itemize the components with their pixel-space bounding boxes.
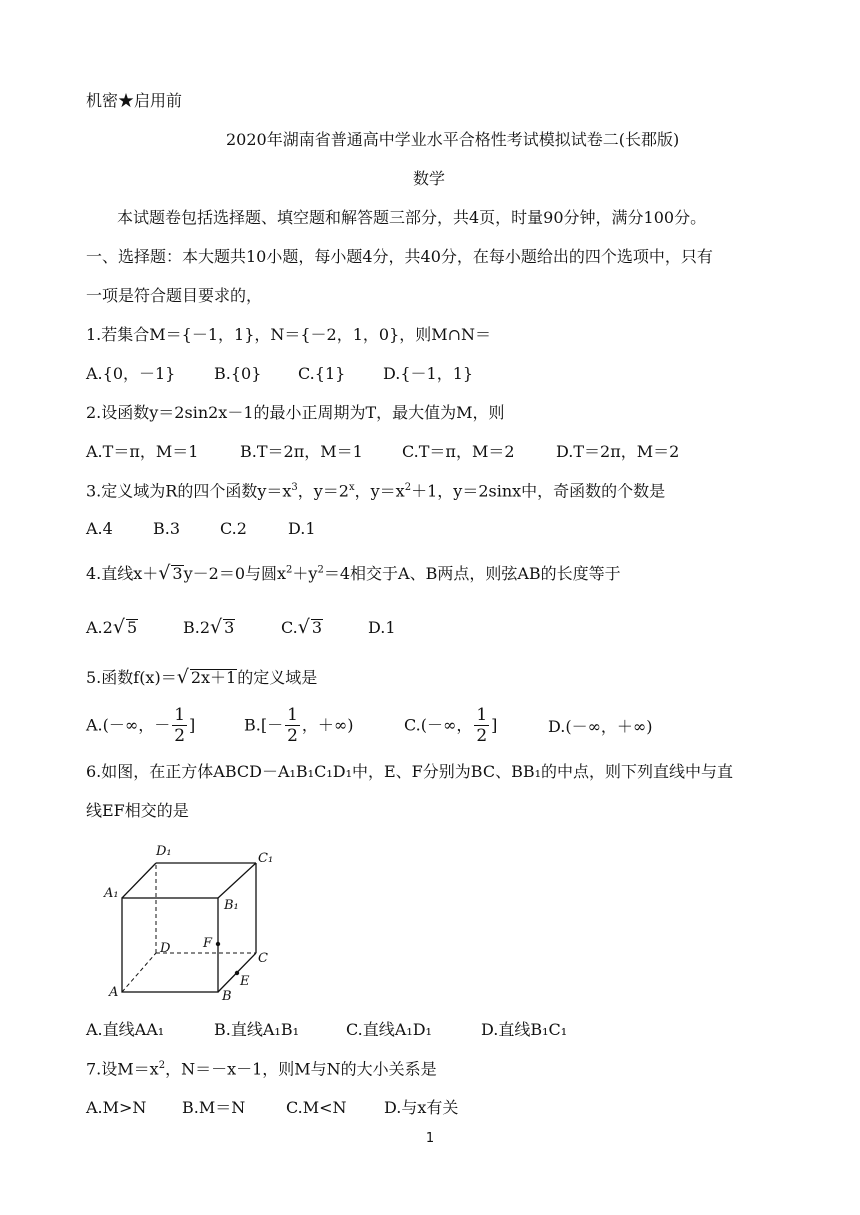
page-number: 1 — [425, 1131, 435, 1146]
q4-stem-part-b: y－2＝0与圆x — [183, 564, 287, 583]
q2-stem: 2.设函数y＝2sin2x－1的最小正周期为T，最大值为M，则 — [86, 403, 505, 422]
point-F — [216, 942, 220, 946]
label-B: B — [222, 989, 232, 1004]
subject-title: 数学 — [413, 169, 446, 188]
q6-option-a: A.直线AA₁ — [86, 1020, 165, 1039]
q3-option-d: D.1 — [288, 519, 316, 538]
q5-option-b-denominator: 2 — [287, 726, 298, 746]
label-D: D — [160, 941, 171, 956]
q7-option-a: A.M>N — [86, 1098, 147, 1117]
q7-stem — [86, 1061, 437, 1077]
q1-stem: 1.若集合M＝{－1，1}，N＝{－2，1，0}，则M∩N＝ — [86, 325, 492, 344]
q6-option-b: B.直线A₁B₁ — [214, 1020, 299, 1039]
q5-option-b-suffix: ，＋∞) — [301, 715, 354, 735]
q4-option-d: D.1 — [368, 618, 396, 637]
q2-option-b: B.T＝2π，M＝1 — [240, 442, 363, 461]
q7-sup-a: 2 — [158, 1060, 166, 1071]
q3-option-c: C.2 — [220, 519, 247, 538]
label-B1: B₁ — [224, 898, 239, 913]
confidential-label: 机密★启用前 — [86, 91, 183, 110]
q4-sup-b: 2 — [286, 564, 293, 576]
q7-option-b: B.M＝N — [182, 1098, 246, 1117]
q5-stem-part-b: 的定义域是 — [237, 668, 318, 687]
q3-option-b: B.3 — [153, 519, 181, 538]
q7-stem-part-a: 7.设M＝x — [86, 1059, 159, 1079]
q5-stem — [86, 668, 317, 687]
edge-A1D1 — [122, 863, 156, 898]
q4-option-c — [281, 618, 323, 637]
q3-stem-part-c: ，y＝x — [354, 481, 405, 501]
q1-option-c: C.{1} — [298, 364, 346, 383]
q5-option-c-fraction — [474, 707, 489, 745]
q7-option-c: C.M<N — [286, 1098, 347, 1117]
q5-option-a — [86, 707, 195, 745]
q4-stem-part-d: ＝4相交于A、B两点，则弦AB的长度等于 — [323, 564, 621, 583]
q3-option-a: A.4 — [86, 519, 113, 538]
q4-radicand: 3 — [172, 564, 183, 583]
q1-option-b: B.{0} — [214, 364, 262, 383]
q4-option-b-radicand: 3 — [224, 618, 235, 637]
label-C: C — [258, 951, 268, 966]
q3-stem-part-b: ，y＝2 — [297, 481, 349, 501]
q6-option-d: D.直线B₁C₁ — [481, 1020, 568, 1039]
q4-option-b — [183, 618, 235, 637]
q3-stem — [86, 483, 665, 499]
q5-option-c-prefix: C.(－∞， — [404, 715, 473, 735]
section-heading-line1: 一、选择题：本大题共10小题，每小题4分，共40分，在每小题给出的四个选项中，只有 — [86, 247, 713, 266]
q3-stem-part-a: 3.定义域为R的四个函数y＝x — [86, 481, 292, 501]
q5-radicand: 2x＋1 — [190, 668, 237, 687]
q4-option-a-prefix: A.2 — [86, 618, 113, 637]
q7-stem-part-b: ，N＝－x－1，则M与N的大小关系是 — [165, 1059, 437, 1079]
q4-sup-c: 2 — [317, 564, 324, 576]
q5-option-a-denominator: 2 — [174, 726, 186, 746]
cube-figure — [100, 836, 290, 1006]
q5-option-c-numerator: 1 — [476, 705, 488, 725]
q5-option-c-suffix: ] — [491, 715, 498, 735]
exam-intro: 本试题卷包括选择题、填空题和解答题三部分，共4页，时量90分钟，满分100分。 — [117, 208, 707, 227]
q1-option-a: A.{0，－1} — [86, 364, 176, 383]
q5-option-c — [404, 707, 497, 745]
q5-option-b-fraction — [285, 707, 300, 745]
q4-option-b-prefix: B.2 — [183, 618, 211, 637]
label-A: A — [109, 985, 119, 1000]
q6-option-c: C.直线A₁D₁ — [346, 1020, 432, 1039]
sqrt-symbol-icon: √ — [210, 616, 223, 638]
q4-stem — [86, 564, 621, 583]
q5-option-b — [244, 707, 354, 745]
section-heading-line2: 一项是符合题目要求的， — [86, 286, 263, 305]
sqrt-symbol-icon: √ — [112, 616, 125, 638]
q4-stem-part-c: ＋y — [292, 564, 318, 583]
q4-option-a-radicand: 5 — [126, 618, 138, 637]
q6-stem-line2: 线EF相交的是 — [86, 801, 189, 820]
q5-option-d: D.(－∞，＋∞) — [548, 717, 653, 736]
q3-sup-a: 3 — [291, 482, 298, 493]
q6-stem-line1: 6.如图，在正方体ABCD－A₁B₁C₁D₁中，E、F分别为BC、BB₁的中点，则下列直线中与直 — [86, 762, 733, 781]
q2-option-c: C.T＝π，M＝2 — [402, 442, 515, 461]
q4-option-a — [86, 618, 138, 637]
q3-sup-c: 2 — [404, 482, 412, 493]
q1-option-d: D.{－1，1} — [383, 364, 474, 383]
q3-stem-part-d: ＋1，y＝2sinx中，奇函数的个数是 — [411, 481, 666, 501]
q5-option-c-denominator: 2 — [476, 726, 488, 746]
q5-option-a-numerator: 1 — [174, 705, 186, 725]
q5-stem-part-a: 5.函数f(x)＝ — [86, 668, 177, 687]
label-D1: D₁ — [156, 844, 172, 859]
label-A1: A₁ — [104, 886, 119, 901]
sqrt-symbol-icon: √ — [158, 562, 171, 584]
q5-option-b-prefix: B.[－ — [244, 715, 284, 735]
point-E — [235, 971, 239, 975]
sqrt-symbol-icon: √ — [176, 666, 189, 688]
q2-option-d: D.T＝2π，M＝2 — [556, 442, 680, 461]
label-F: F — [203, 936, 213, 951]
q4-option-c-radicand: 3 — [311, 618, 323, 637]
label-E: E — [240, 974, 250, 989]
q3-sup-b: x — [349, 482, 355, 493]
edge-B1C1 — [218, 863, 256, 898]
label-C1: C₁ — [258, 851, 274, 866]
q5-option-a-fraction — [172, 707, 187, 745]
q4-option-c-prefix: C. — [281, 618, 298, 637]
sqrt-symbol-icon: √ — [297, 616, 310, 638]
exam-title: 2020年湖南省普通高中学业水平合格性考试模拟试卷二(长郡版) — [226, 130, 680, 149]
q7-option-d: D.与x有关 — [384, 1098, 459, 1117]
q5-option-a-prefix: A.(－∞，－ — [86, 715, 171, 735]
edge-AD — [122, 953, 156, 992]
q4-stem-part-a: 4.直线x＋ — [86, 564, 159, 583]
q2-option-a: A.T＝π，M＝1 — [86, 442, 199, 461]
q5-option-b-numerator: 1 — [287, 705, 298, 725]
q5-option-a-suffix: ] — [189, 715, 196, 735]
